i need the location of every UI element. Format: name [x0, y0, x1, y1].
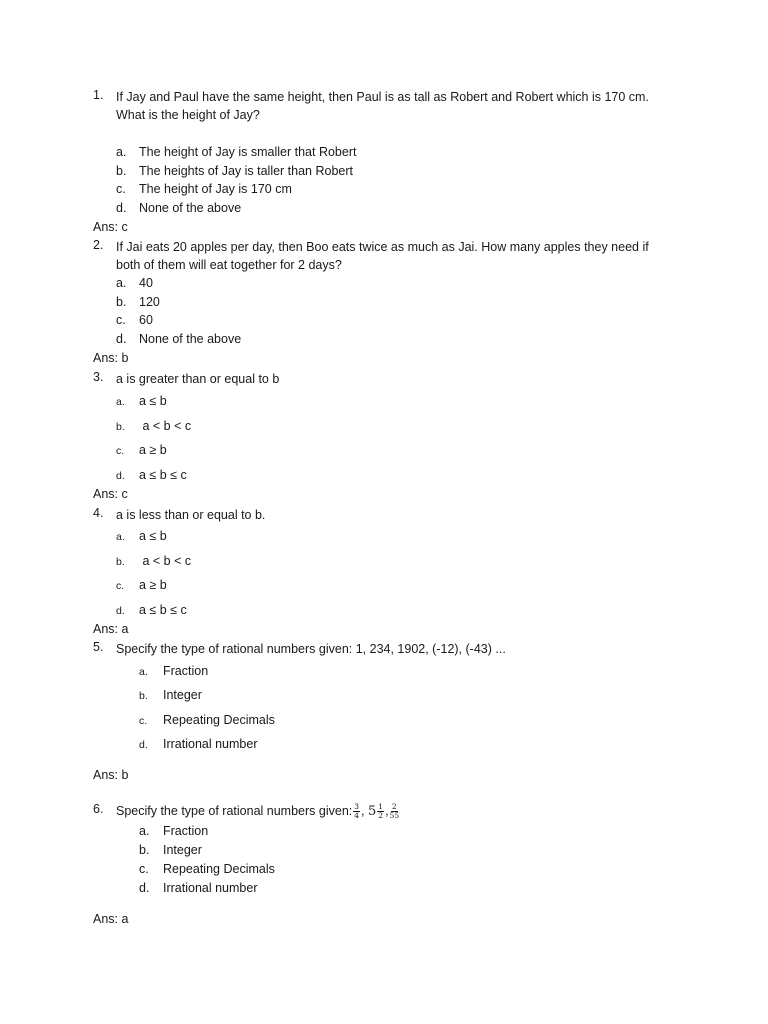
option-text: a < b < c — [139, 554, 192, 568]
answer-label: Ans: a — [93, 912, 129, 926]
option-letter: a. — [139, 666, 148, 678]
option-letter: b. — [139, 843, 150, 857]
fraction-denominator: 2 — [378, 811, 384, 821]
option-letter: d. — [116, 470, 125, 482]
option-letter: a. — [116, 145, 127, 159]
answer-label: Ans: c — [93, 487, 128, 501]
option-letter: d. — [139, 881, 150, 895]
fraction-three-quarters — [353, 803, 360, 820]
question-text-line: a is less than or equal to b. — [116, 508, 266, 522]
option-text: a ≤ b — [139, 394, 167, 408]
fraction-numerator: 1 — [378, 802, 384, 812]
option-letter: c. — [116, 445, 125, 457]
separator: , — [361, 804, 365, 818]
option-letter: c. — [139, 862, 149, 876]
option-letter: a. — [116, 531, 125, 543]
option-text: 60 — [139, 313, 153, 327]
option-letter: a. — [116, 276, 127, 290]
option-text: The height of Jay is smaller that Robert — [139, 145, 357, 159]
option-letter: b. — [116, 295, 127, 309]
mixed-number-whole: 5 — [368, 804, 377, 820]
question-number: 3. — [93, 370, 104, 384]
option-text: Fraction — [163, 824, 209, 838]
option-letter: a. — [116, 396, 125, 408]
fraction-two-fiftyfifths — [390, 803, 400, 820]
question-text-line: Specify the type of rational numbers given: 1, 234, 1902, (-12), (-43) ... — [116, 642, 506, 656]
question-text-line — [116, 802, 400, 821]
option-text: a ≤ b — [139, 529, 167, 543]
option-letter: c. — [139, 715, 148, 727]
option-letter: d. — [116, 332, 127, 346]
answer-label: Ans: b — [93, 351, 129, 365]
option-text: The heights of Jay is taller than Robert — [139, 164, 354, 178]
option-letter: d. — [116, 605, 125, 617]
option-letter: c. — [116, 580, 125, 592]
option-text: 120 — [139, 295, 160, 309]
question-number: 6. — [93, 802, 104, 816]
option-letter: d. — [139, 739, 148, 751]
option-letter: b. — [116, 556, 125, 568]
option-text: Irrational number — [163, 737, 258, 751]
option-text: Fraction — [163, 664, 209, 678]
option-text: Repeating Decimals — [163, 862, 275, 876]
question-number: 5. — [93, 640, 104, 654]
question-text-line: both of them will eat together for 2 days? — [116, 258, 342, 272]
option-text: The height of Jay is 170 cm — [139, 182, 292, 196]
option-text: Integer — [163, 688, 202, 702]
answer-label: Ans: b — [93, 768, 129, 782]
question-text: Specify the type of rational numbers given: — [116, 804, 353, 818]
option-letter: c. — [116, 182, 126, 196]
fraction-one-half — [377, 803, 384, 820]
question-text-line: If Jay and Paul have the same height, then Paul is as tall as Robert and Robert which is 170 cm. — [116, 90, 649, 104]
option-text: a ≤ b ≤ c — [139, 468, 187, 482]
option-letter: b. — [116, 421, 125, 433]
fraction-denominator: 4 — [354, 811, 360, 821]
fraction-numerator: 3 — [354, 802, 360, 812]
option-letter: a. — [139, 824, 150, 838]
answer-label: Ans: a — [93, 622, 129, 636]
option-letter: d. — [116, 201, 127, 215]
fraction-denominator: 55 — [389, 811, 400, 821]
option-text: a ≥ b — [139, 578, 167, 592]
option-text: a ≥ b — [139, 443, 167, 457]
answer-label: Ans: c — [93, 220, 128, 234]
question-text-line: If Jai eats 20 apples per day, then Boo eats twice as much as Jai. How many apples they need if — [116, 240, 649, 254]
option-letter: c. — [116, 313, 126, 327]
question-number: 1. — [93, 88, 104, 102]
option-letter: b. — [139, 690, 148, 702]
question-number: 4. — [93, 506, 104, 520]
option-text: Repeating Decimals — [163, 713, 275, 727]
question-text-line: What is the height of Jay? — [116, 108, 260, 122]
question-number: 2. — [93, 238, 104, 252]
option-text: a ≤ b ≤ c — [139, 603, 187, 617]
option-text: Integer — [163, 843, 202, 857]
question-text-line: a is greater than or equal to b — [116, 372, 280, 386]
option-text: a < b < c — [139, 419, 192, 433]
option-letter: b. — [116, 164, 127, 178]
fraction-numerator: 2 — [391, 802, 397, 812]
option-text: 40 — [139, 276, 153, 290]
option-text: None of the above — [139, 332, 242, 346]
separator: , — [385, 804, 389, 818]
option-text: Irrational number — [163, 881, 258, 895]
option-text: None of the above — [139, 201, 242, 215]
